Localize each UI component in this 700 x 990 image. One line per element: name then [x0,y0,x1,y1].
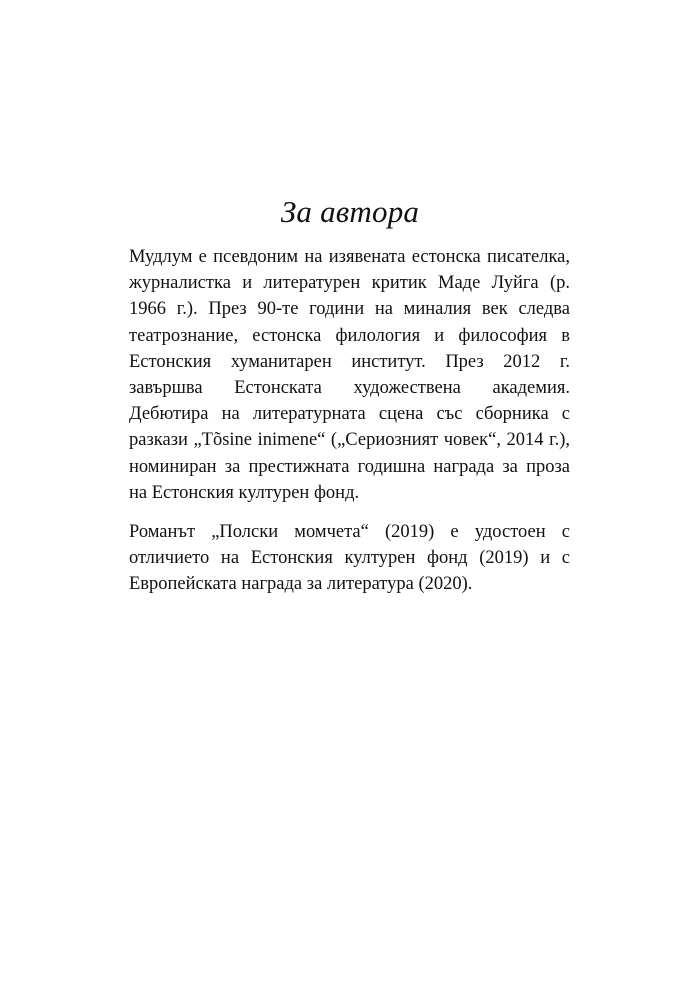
page-title: За автора [280,194,420,229]
body-text [129,244,570,598]
paragraph-biography: Мудлум е псевдоним на изявената естонска писателка, журналистка и литературен критик Маде Луйга (р. 1966 г.). През 90-те години на миналия век следва театрознание, естонска филология и философия в Естонския хуманитарен институт. През 2012 г. завършва Естонската художествена академия. Дебютира на литературната сцена със сборника с разкази „Tõsine inimene“ („Сериозният човек“, 2014 г.), номиниран за престижната годишна награда за проза на Естонския културен фонд. [129,247,570,503]
paragraph-awards: Романът „Полски момчета“ (2019) е удостоен с отличието на Естонския културен фонд (2019) и с Европейската награда за литература (2020). [129,522,570,595]
